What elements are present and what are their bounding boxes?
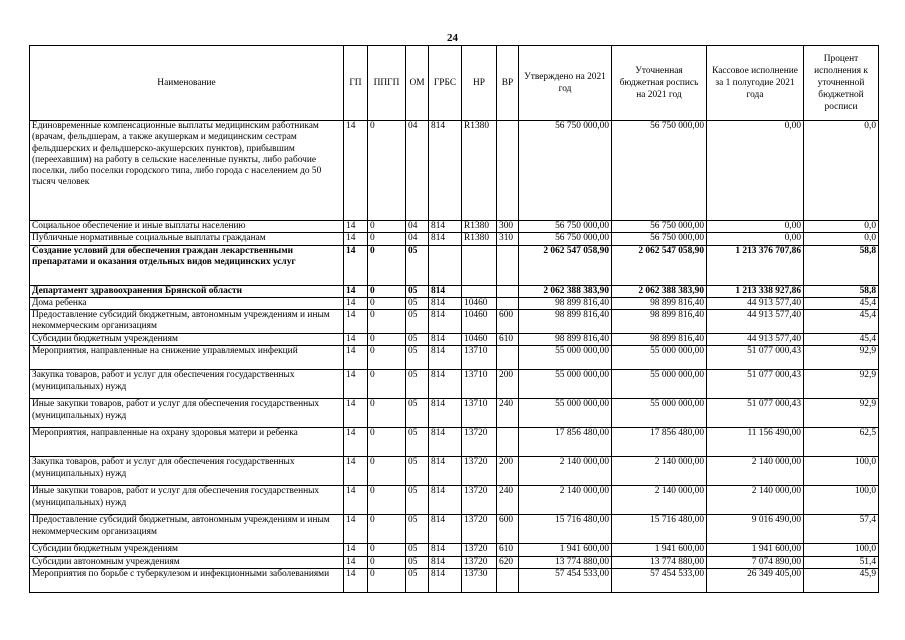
cell-revised: 56 750 000,00 [612, 221, 707, 233]
table-row [30, 297, 879, 309]
cell-vr [497, 346, 519, 370]
cell-name: Дома ребенка [30, 297, 344, 309]
cell-nr: 13720 [462, 457, 497, 486]
cell-percent: 45,4 [804, 334, 879, 346]
cell-vr: 610 [497, 544, 519, 556]
cell-grbs: 814 [429, 457, 462, 486]
cell-gp: 14 [344, 556, 368, 568]
cell-approved: 98 899 816,40 [519, 310, 612, 334]
table-row [30, 556, 879, 568]
cell-approved: 1 941 600,00 [519, 544, 612, 556]
cell-grbs [429, 245, 462, 285]
cell-om: 05 [406, 399, 429, 428]
cell-revised: 2 062 547 058,90 [612, 245, 707, 285]
cell-percent: 0,0 [804, 121, 879, 221]
cell-cash: 0,00 [707, 221, 804, 233]
cell-name: Закупка товаров, работ и услуг для обеспечения государственных (муниципальных) нужд [30, 370, 344, 399]
cell-vr [497, 569, 519, 593]
cell-grbs: 814 [429, 370, 462, 399]
cell-ppgp: 0 [368, 334, 406, 346]
cell-nr: R1380 [462, 233, 497, 245]
header-vr: ВР [497, 46, 519, 121]
cell-revised: 2 140 000,00 [612, 457, 707, 486]
cell-grbs: 814 [429, 399, 462, 428]
header-nr: НР [462, 46, 497, 121]
cell-vr [497, 245, 519, 285]
cell-revised: 1 941 600,00 [612, 544, 707, 556]
cell-grbs: 814 [429, 515, 462, 544]
cell-approved: 56 750 000,00 [519, 121, 612, 221]
cell-percent: 92,9 [804, 346, 879, 370]
budget-table [29, 45, 879, 593]
cell-nr: 13720 [462, 556, 497, 568]
cell-percent: 51,4 [804, 556, 879, 568]
cell-grbs: 814 [429, 297, 462, 309]
cell-gp: 14 [344, 233, 368, 245]
cell-revised: 15 716 480,00 [612, 515, 707, 544]
cell-om: 05 [406, 334, 429, 346]
cell-name: Публичные нормативные социальные выплаты гражданам [30, 233, 344, 245]
cell-grbs: 814 [429, 428, 462, 457]
cell-revised: 55 000 000,00 [612, 399, 707, 428]
cell-nr: 13720 [462, 486, 497, 515]
cell-name: Предоставление субсидий бюджетным, автономным учреждениям и иным некоммерческим организациям [30, 515, 344, 544]
cell-grbs: 814 [429, 233, 462, 245]
cell-percent: 45,9 [804, 569, 879, 593]
cell-revised: 13 774 880,00 [612, 556, 707, 568]
cell-approved: 13 774 880,00 [519, 556, 612, 568]
cell-name: Субсидии автономным учреждениям [30, 556, 344, 568]
cell-revised: 57 454 533,00 [612, 569, 707, 593]
cell-cash: 7 074 890,00 [707, 556, 804, 568]
cell-name: Создание условий для обеспечения граждан лекарственными препаратами и оказания отдельных видов медицинских услуг [30, 245, 344, 285]
cell-om: 05 [406, 515, 429, 544]
cell-approved: 15 716 480,00 [519, 515, 612, 544]
header-om: ОМ [406, 46, 429, 121]
cell-percent: 57,4 [804, 515, 879, 544]
table-row [30, 334, 879, 346]
table-row [30, 245, 879, 285]
header-gp: ГП [344, 46, 368, 121]
table-row [30, 370, 879, 399]
table-row [30, 285, 879, 297]
cell-percent: 92,9 [804, 399, 879, 428]
cell-om: 05 [406, 310, 429, 334]
cell-gp: 14 [344, 486, 368, 515]
cell-cash: 1 213 338 927,86 [707, 285, 804, 297]
cell-name: Иные закупки товаров, работ и услуг для обеспечения государственных (муниципальных) нужд [30, 399, 344, 428]
table-row [30, 121, 879, 221]
cell-om: 05 [406, 346, 429, 370]
cell-name: Единовременные компенсационные выплаты медицинским работникам (врачам, фельдшерам, а также акушеркам и медицинским сестрам фельдшерских и фельдшерско-акушерских пунктов), прибывшим (переехавшим) на работу в сельские населенные пункты, либо рабочие поселки, либо поселки городского типа, либо города с населением до 50 тысяч человек [30, 121, 344, 221]
header-revised: Уточненная бюджетная роспись на 2021 год [612, 46, 707, 121]
cell-vr [497, 428, 519, 457]
cell-name: Социальное обеспечение и иные выплаты населению [30, 221, 344, 233]
cell-percent: 45,4 [804, 310, 879, 334]
cell-revised: 17 856 480,00 [612, 428, 707, 457]
cell-cash: 51 077 000,43 [707, 399, 804, 428]
cell-vr [497, 121, 519, 221]
cell-cash: 51 077 000,43 [707, 370, 804, 399]
cell-approved: 2 140 000,00 [519, 486, 612, 515]
cell-ppgp: 0 [368, 121, 406, 221]
cell-revised: 56 750 000,00 [612, 121, 707, 221]
cell-gp: 14 [344, 428, 368, 457]
cell-grbs: 814 [429, 285, 462, 297]
table-row [30, 428, 879, 457]
cell-vr: 200 [497, 370, 519, 399]
cell-name: Субсидии бюджетным учреждениям [30, 544, 344, 556]
cell-name: Предоставление субсидий бюджетным, автономным учреждениям и иным некоммерческим организациям [30, 310, 344, 334]
cell-ppgp: 0 [368, 221, 406, 233]
cell-ppgp: 0 [368, 486, 406, 515]
cell-approved: 56 750 000,00 [519, 233, 612, 245]
cell-ppgp: 0 [368, 569, 406, 593]
cell-om: 05 [406, 297, 429, 309]
table-row [30, 515, 879, 544]
cell-nr: 13720 [462, 515, 497, 544]
cell-om: 04 [406, 121, 429, 221]
table-row [30, 310, 879, 334]
cell-ppgp: 0 [368, 245, 406, 285]
cell-approved: 56 750 000,00 [519, 221, 612, 233]
cell-grbs: 814 [429, 346, 462, 370]
cell-nr: 13720 [462, 544, 497, 556]
header-grbs: ГРБС [429, 46, 462, 121]
cell-percent: 58,8 [804, 285, 879, 297]
table-row [30, 233, 879, 245]
cell-revised: 98 899 816,40 [612, 334, 707, 346]
cell-vr [497, 297, 519, 309]
cell-percent: 92,9 [804, 370, 879, 399]
cell-nr: 13710 [462, 346, 497, 370]
cell-nr: R1380 [462, 221, 497, 233]
cell-om: 05 [406, 486, 429, 515]
cell-gp: 14 [344, 515, 368, 544]
cell-vr: 300 [497, 221, 519, 233]
cell-om: 05 [406, 556, 429, 568]
table-body [30, 121, 879, 593]
cell-approved: 57 454 533,00 [519, 569, 612, 593]
cell-approved: 98 899 816,40 [519, 334, 612, 346]
cell-percent: 100,0 [804, 457, 879, 486]
cell-revised: 56 750 000,00 [612, 233, 707, 245]
cell-nr: 13730 [462, 569, 497, 593]
cell-grbs: 814 [429, 544, 462, 556]
cell-om: 05 [406, 457, 429, 486]
cell-grbs: 814 [429, 221, 462, 233]
cell-cash: 44 913 577,40 [707, 310, 804, 334]
header-approved: Утверждено на 2021 год [519, 46, 612, 121]
cell-revised: 2 140 000,00 [612, 486, 707, 515]
cell-percent: 100,0 [804, 544, 879, 556]
cell-om: 05 [406, 245, 429, 285]
cell-cash: 1 941 600,00 [707, 544, 804, 556]
table-row [30, 221, 879, 233]
cell-gp: 14 [344, 399, 368, 428]
cell-percent: 45,4 [804, 297, 879, 309]
cell-vr: 600 [497, 310, 519, 334]
cell-grbs: 814 [429, 569, 462, 593]
cell-approved: 55 000 000,00 [519, 399, 612, 428]
cell-cash: 44 913 577,40 [707, 297, 804, 309]
cell-gp: 14 [344, 544, 368, 556]
cell-percent: 0,0 [804, 221, 879, 233]
cell-nr: 10460 [462, 310, 497, 334]
cell-name: Закупка товаров, работ и услуг для обеспечения государственных (муниципальных) нужд [30, 457, 344, 486]
cell-om: 05 [406, 370, 429, 399]
cell-ppgp: 0 [368, 428, 406, 457]
cell-ppgp: 0 [368, 346, 406, 370]
cell-vr: 200 [497, 457, 519, 486]
cell-grbs: 814 [429, 556, 462, 568]
cell-percent: 62,5 [804, 428, 879, 457]
cell-ppgp: 0 [368, 233, 406, 245]
cell-nr: 13710 [462, 399, 497, 428]
table-row [30, 544, 879, 556]
header-name: Наименование [30, 46, 344, 121]
cell-nr [462, 245, 497, 285]
cell-name: Иные закупки товаров, работ и услуг для обеспечения государственных (муниципальных) нужд [30, 486, 344, 515]
table-header [30, 46, 879, 121]
cell-percent: 58,8 [804, 245, 879, 285]
cell-gp: 14 [344, 346, 368, 370]
cell-cash: 0,00 [707, 233, 804, 245]
cell-name: Департамент здравоохранения Брянской области [30, 285, 344, 297]
cell-vr: 240 [497, 399, 519, 428]
cell-nr: 10460 [462, 297, 497, 309]
cell-name: Мероприятия, направленные на охрану здоровья матери и ребенка [30, 428, 344, 457]
cell-cash: 2 140 000,00 [707, 457, 804, 486]
cell-revised: 98 899 816,40 [612, 310, 707, 334]
cell-nr: 13720 [462, 428, 497, 457]
cell-cash: 9 016 490,00 [707, 515, 804, 544]
header-cash: Кассовое исполнение за 1 полугодие 2021 года [707, 46, 804, 121]
cell-grbs: 814 [429, 334, 462, 346]
cell-gp: 14 [344, 297, 368, 309]
cell-gp: 14 [344, 370, 368, 399]
cell-ppgp: 0 [368, 457, 406, 486]
cell-vr: 310 [497, 233, 519, 245]
cell-grbs: 814 [429, 486, 462, 515]
cell-percent: 100,0 [804, 486, 879, 515]
cell-nr: 13710 [462, 370, 497, 399]
cell-gp: 14 [344, 457, 368, 486]
cell-cash: 26 349 405,00 [707, 569, 804, 593]
cell-om: 04 [406, 233, 429, 245]
cell-vr: 600 [497, 515, 519, 544]
cell-om: 05 [406, 428, 429, 457]
cell-ppgp: 0 [368, 285, 406, 297]
cell-ppgp: 0 [368, 544, 406, 556]
cell-approved: 17 856 480,00 [519, 428, 612, 457]
table-row [30, 457, 879, 486]
cell-ppgp: 0 [368, 297, 406, 309]
cell-grbs: 814 [429, 310, 462, 334]
cell-grbs: 814 [429, 121, 462, 221]
cell-nr: R1380 [462, 121, 497, 221]
cell-cash: 51 077 000,43 [707, 346, 804, 370]
cell-om: 05 [406, 285, 429, 297]
cell-approved: 2 062 547 058,90 [519, 245, 612, 285]
cell-revised: 98 899 816,40 [612, 297, 707, 309]
table-row [30, 346, 879, 370]
cell-vr: 620 [497, 556, 519, 568]
cell-percent: 0,0 [804, 233, 879, 245]
cell-gp: 14 [344, 245, 368, 285]
cell-approved: 55 000 000,00 [519, 370, 612, 399]
cell-approved: 2 140 000,00 [519, 457, 612, 486]
cell-gp: 14 [344, 285, 368, 297]
cell-gp: 14 [344, 121, 368, 221]
cell-revised: 55 000 000,00 [612, 346, 707, 370]
header-percent: Процент исполнения к уточненной бюджетной росписи [804, 46, 879, 121]
cell-name: Мероприятия по борьбе с туберкулезом и инфекционными заболеваниями [30, 569, 344, 593]
table-row [30, 399, 879, 428]
cell-om: 04 [406, 221, 429, 233]
cell-name: Мероприятия, направленные на снижение управляемых инфекций [30, 346, 344, 370]
cell-approved: 98 899 816,40 [519, 297, 612, 309]
cell-ppgp: 0 [368, 370, 406, 399]
cell-cash: 0,00 [707, 121, 804, 221]
cell-gp: 14 [344, 310, 368, 334]
cell-revised: 2 062 388 383,90 [612, 285, 707, 297]
cell-name: Субсидии бюджетным учреждениям [30, 334, 344, 346]
header-ppgp: ППГП [368, 46, 406, 121]
cell-ppgp: 0 [368, 556, 406, 568]
cell-gp: 14 [344, 569, 368, 593]
cell-vr: 240 [497, 486, 519, 515]
cell-cash: 11 156 490,00 [707, 428, 804, 457]
cell-om: 05 [406, 544, 429, 556]
cell-gp: 14 [344, 221, 368, 233]
cell-nr [462, 285, 497, 297]
cell-approved: 55 000 000,00 [519, 346, 612, 370]
cell-nr: 10460 [462, 334, 497, 346]
cell-ppgp: 0 [368, 399, 406, 428]
table-row [30, 486, 879, 515]
cell-vr [497, 285, 519, 297]
cell-cash: 1 213 376 707,86 [707, 245, 804, 285]
cell-approved: 2 062 388 383,90 [519, 285, 612, 297]
page-number: 24 [447, 32, 458, 44]
table-row [30, 569, 879, 593]
cell-vr: 610 [497, 334, 519, 346]
cell-om: 05 [406, 569, 429, 593]
cell-ppgp: 0 [368, 515, 406, 544]
cell-revised: 55 000 000,00 [612, 370, 707, 399]
cell-cash: 2 140 000,00 [707, 486, 804, 515]
cell-cash: 44 913 577,40 [707, 334, 804, 346]
cell-ppgp: 0 [368, 310, 406, 334]
cell-gp: 14 [344, 334, 368, 346]
